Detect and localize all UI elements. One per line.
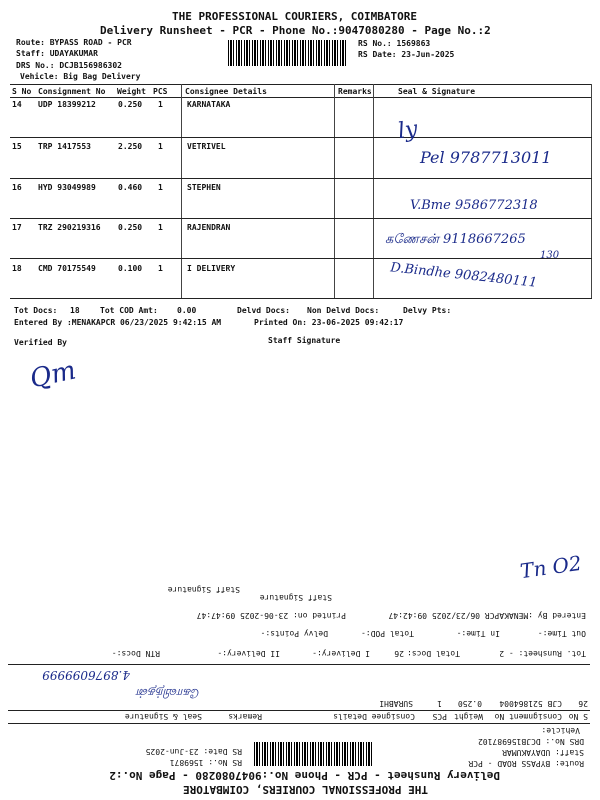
row-consignee: KARNATAKA xyxy=(187,100,231,109)
row-pcs: 1 xyxy=(158,264,163,273)
staff-signature-label: Staff Signature xyxy=(268,336,341,345)
verified-by-label: Verified By xyxy=(14,338,67,347)
company-title: THE PROFESSIONAL COURIERS, COIMBATORE xyxy=(172,10,418,23)
second-copy-handwriting: கோவிந்தன் xyxy=(136,686,200,700)
row-weight: 0.460 xyxy=(118,183,143,192)
ii-delivery: II Delivery:- xyxy=(217,649,280,658)
row-consignment: HYD 93049989 xyxy=(38,183,96,192)
row-sno-2: 26 xyxy=(578,699,588,708)
delvd-docs-label: Delvd Docs: xyxy=(237,306,290,315)
col-seal: Seal & Signature xyxy=(398,87,476,96)
row-consignee: RAJENDRAN xyxy=(187,223,231,232)
total-docs-value-2: 26 xyxy=(394,649,404,658)
row-consignee: VETRIVEL xyxy=(187,142,226,151)
delvy-pts-label: Delvy Pts: xyxy=(403,306,452,315)
header-bottom-line xyxy=(10,97,592,98)
rtn-docs: RTN Docs:- xyxy=(111,649,160,658)
runsheet-title-2: Delivery Runsheet - PCR - Phone No.:9047080280 - Page No.:2 xyxy=(109,769,500,782)
staff-signature-label-3: Staff Signature xyxy=(167,585,240,594)
signature-14: ly xyxy=(396,116,420,145)
signature-18: D.Bindhe 9082480111 xyxy=(389,260,538,291)
signature-17-note: 130 xyxy=(540,250,560,261)
tot-runsheet: Tot. Runsheet: - 2 xyxy=(499,649,586,658)
total-pod: Total POD:- xyxy=(361,629,414,638)
printed-on-2: Printed on: 23-06-2025 09:47:47 xyxy=(196,611,346,620)
col-weight: Weight xyxy=(117,87,146,96)
tot-cod-value: 0.00 xyxy=(177,306,197,315)
row-pcs: 1 xyxy=(158,100,163,109)
row-sno: 16 xyxy=(12,183,22,192)
row-pcs-2: 1 xyxy=(437,699,442,708)
col-sno-2: S No xyxy=(568,712,588,721)
col-remarks: Remarks xyxy=(338,87,372,96)
row-weight-2: 0.250 xyxy=(457,699,482,708)
col-pcs-2: PCS xyxy=(432,712,447,721)
delvy-points: Delvy Points:- xyxy=(260,629,328,638)
table-row xyxy=(0,696,600,708)
col-remarks-2: Remarks xyxy=(228,712,262,721)
table-bottom-line xyxy=(10,298,592,299)
table-top-line xyxy=(10,84,592,85)
staff: Staff: UDAYAKUMAR xyxy=(16,49,98,58)
route-2: Route: BYPASS ROAD - PCR xyxy=(468,759,584,768)
vehicle-2: Vehicle: xyxy=(541,726,580,735)
entered-by-2: Entered By :MENAKAPCR 06/23/2025 09:42:47 xyxy=(388,611,586,620)
header-bottom-line-2 xyxy=(8,710,590,711)
staff-signature-label-2: Staff Signature xyxy=(259,593,332,602)
row-weight: 0.250 xyxy=(118,100,143,109)
row-line xyxy=(10,137,592,138)
staff-2: Staff: UDAYAKUMAR xyxy=(502,748,584,757)
rs-no-2: RS No.: 1569871 xyxy=(169,758,242,767)
vehicle: Vehicle: Big Bag Delivery xyxy=(20,72,141,81)
printed-on: Printed On: 23-06-2025 09:42:17 xyxy=(254,318,404,327)
row-pcs: 1 xyxy=(158,183,163,192)
drs-no-2: DRS No.: DCJB156987102 xyxy=(478,737,584,746)
total-docs-label-2: Total Docs: xyxy=(407,649,460,658)
second-copy-handwriting-2: 4.8976099999 xyxy=(42,668,130,682)
table-top-line-2 xyxy=(8,723,590,724)
row-consignment: TRP 1417553 xyxy=(38,142,91,151)
bottom-signature: Tn O2 xyxy=(518,550,584,584)
signature-17: கணேசன் 9118667265 xyxy=(385,232,526,247)
col-pcs: PCS xyxy=(153,87,168,96)
row-sno: 17 xyxy=(12,223,22,232)
col-weight-2: Weight xyxy=(454,712,483,721)
col-consignment: Consignment No xyxy=(38,87,106,96)
signature-16: V.Bme 9586772318 xyxy=(410,198,538,213)
row-weight: 0.100 xyxy=(118,264,143,273)
runsheet-title: Delivery Runsheet - PCR - Phone No.:9047080280 - Page No.:2 xyxy=(100,24,491,37)
second-copy-upside-down xyxy=(0,560,600,800)
row-consignee-2: SURABHI xyxy=(379,699,413,708)
barcode-2 xyxy=(252,742,372,766)
route: Route: BYPASS ROAD - PCR xyxy=(16,38,132,47)
entered-by: Entered By :MENAKAPCR 06/23/2025 9:42:15 AM xyxy=(14,318,222,327)
row-consignment-2: CJB 521864004 xyxy=(499,699,562,708)
rs-date: RS Date: 23-Jun-2025 xyxy=(358,50,455,59)
table-row xyxy=(0,100,600,140)
row-weight: 0.250 xyxy=(118,223,143,232)
col-sno: S No xyxy=(12,87,32,96)
row-pcs: 1 xyxy=(158,142,163,151)
rs-date-2: RS Date: 23-Jun-2025 xyxy=(145,747,242,756)
col-consignment-2: Consignment No xyxy=(494,712,562,721)
tot-cod-label: Tot COD Amt: xyxy=(100,306,158,315)
col-consignee: Consignee Details xyxy=(185,87,267,96)
non-delvd-docs-label: Non Delvd Docs: xyxy=(307,306,380,315)
out-time: Out Time:- xyxy=(537,629,586,638)
rs-no: RS No.: 1569863 xyxy=(358,39,431,48)
in-time: In Time:- xyxy=(456,629,500,638)
row-sno: 18 xyxy=(12,264,22,273)
tot-docs-label: Tot Docs: xyxy=(14,306,58,315)
row-line xyxy=(10,218,592,219)
row-consignment: UDP 18399212 xyxy=(38,100,96,109)
company-title-2: THE PROFESSIONAL COURIERS, COIMBATORE xyxy=(182,783,428,796)
row-line xyxy=(10,178,592,179)
row-pcs: 1 xyxy=(158,223,163,232)
col-seal-2: Seal & Signature xyxy=(124,712,202,721)
tot-docs-value: 18 xyxy=(70,306,80,315)
signature-15: Pel 9787713011 xyxy=(420,148,552,167)
barcode xyxy=(228,40,348,66)
row-weight: 2.250 xyxy=(118,142,143,151)
col-consignee-2: Consignee Details xyxy=(333,712,415,721)
row-consignee: I DELIVERY xyxy=(187,264,236,273)
row-sno: 14 xyxy=(12,100,22,109)
verified-signature: Qm xyxy=(27,355,79,395)
row-consignment: TRZ 290219316 xyxy=(38,223,101,232)
row-consignment: CMD 70175549 xyxy=(38,264,96,273)
row-sno: 15 xyxy=(12,142,22,151)
drs-no: DRS No.: DCJB156986302 xyxy=(16,61,122,70)
row-line xyxy=(10,258,592,259)
row-consignee: STEPHEN xyxy=(187,183,221,192)
i-delivery: I Delivery:- xyxy=(312,649,370,658)
table-bottom-line-2 xyxy=(8,664,590,665)
